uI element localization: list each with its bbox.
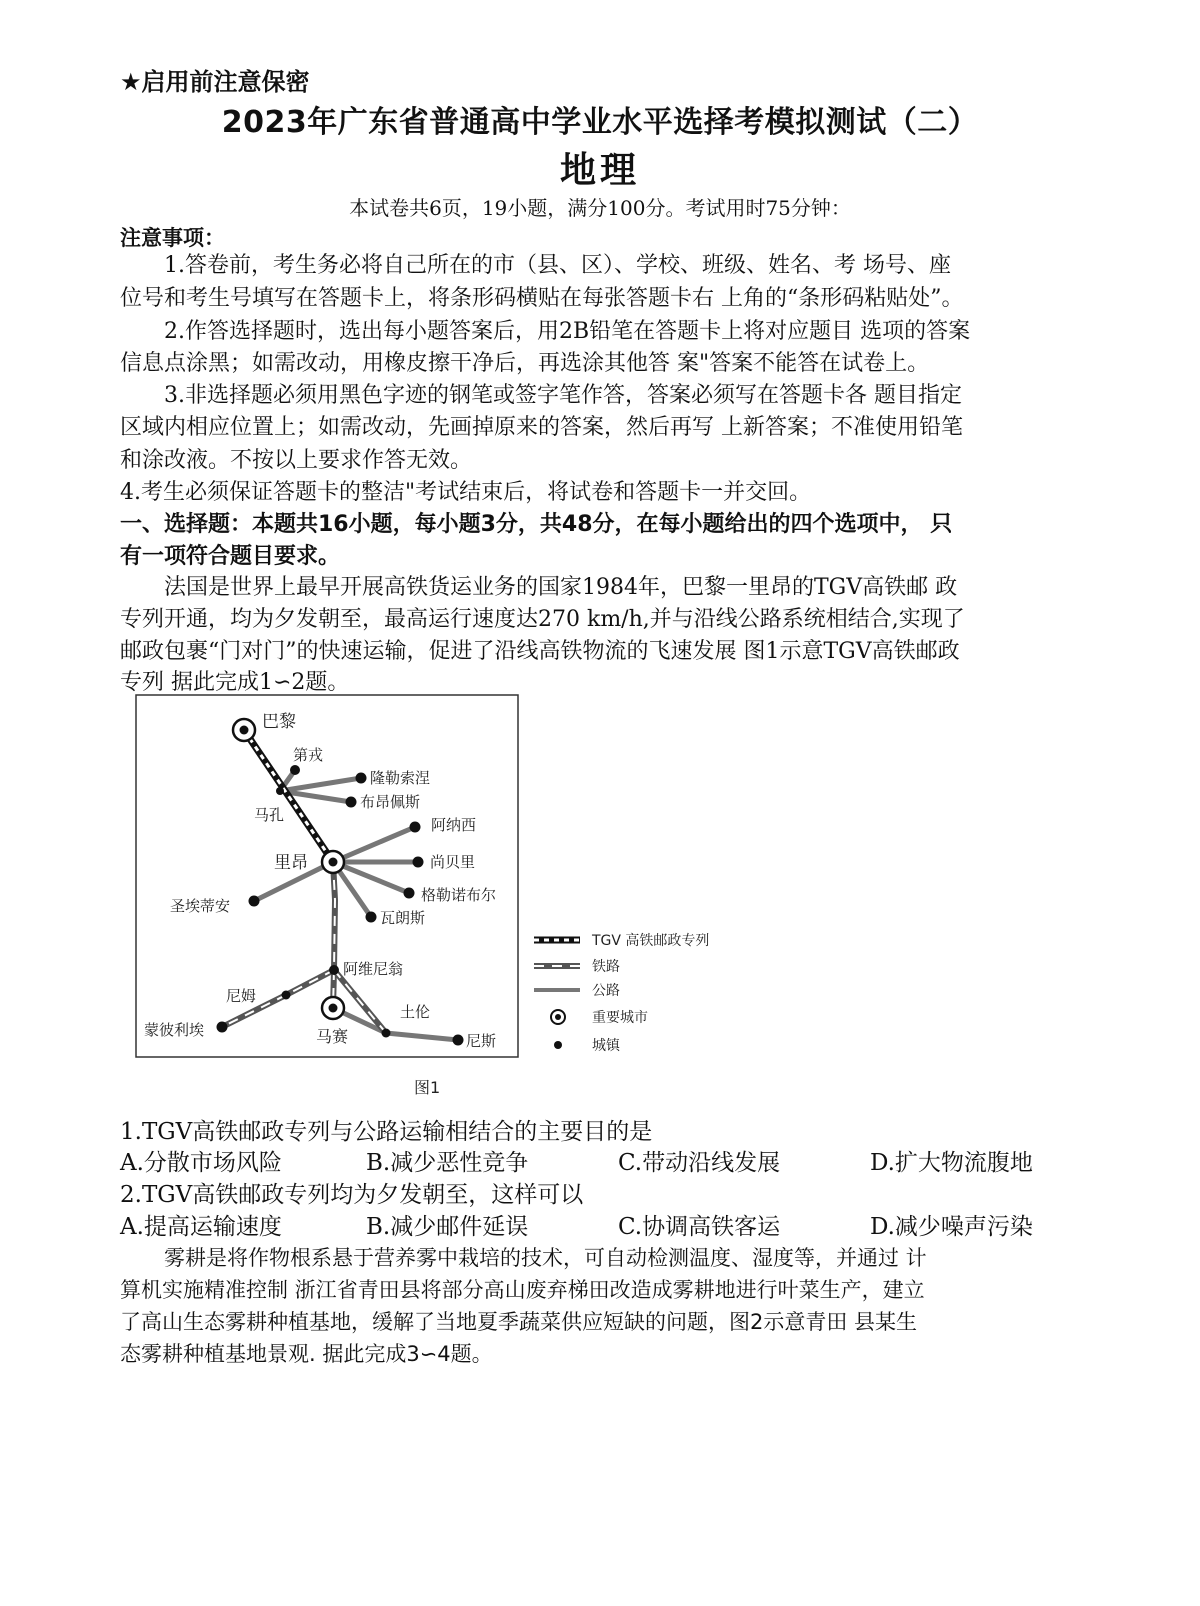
exam-info: 本试卷共6页，19小题，满分100分。考试用时75分钟： [349, 196, 851, 220]
label-annecy: 阿纳西 [431, 816, 477, 834]
label-chambery: 尚贝里 [430, 853, 476, 871]
town-avignon [329, 965, 339, 975]
notice-line: 4.考生必须保证答题卡的整洁"考试结束后，将试卷和答题卡一并交回。 [120, 480, 812, 505]
q1-option-a[interactable]: A.分散市场风险 [120, 1150, 282, 1176]
map-labels [144, 712, 496, 1050]
label-nimes: 尼姆 [226, 987, 257, 1005]
notice-heading: 注意事项： [120, 226, 225, 250]
label-avignon: 阿维尼翁 [343, 960, 404, 978]
q1-option-c[interactable]: C.带动沿线发展 [618, 1150, 781, 1176]
town-stetienne [249, 896, 260, 907]
q2-option-c[interactable]: C.协调高铁客运 [618, 1214, 781, 1240]
passage2-line: 算机实施精准控制 浙江省青田县将部分高山废弃梯田改造成雾耕地进行叶菜生产，建立 [120, 1278, 925, 1302]
notice-line: 信息点涂黑；如需改动，用橡皮擦干净后，再选涂其他答 案"答案不能答在试卷上。 [120, 351, 930, 376]
town-nice [453, 1035, 464, 1046]
town-macon [276, 787, 284, 795]
q1-option-d[interactable]: D.扩大物流腹地 [870, 1150, 1033, 1176]
notice-line: 位号和考生号填写在答题卡上，将条形码横贴在每张答题卡右 上角的“条形码粘贴处”。 [120, 286, 964, 311]
passage-line: 法国是世界上最早开展高铁货运业务的国家1984年，巴黎一里昂的TGV高铁邮 政 [164, 575, 958, 600]
road-nice [386, 1033, 458, 1040]
q1-option-b[interactable]: B.减少恶性竞争 [366, 1150, 529, 1176]
legend-rail-label: 铁路 [592, 959, 620, 975]
q2-option-d[interactable]: D.减少噪声污染 [870, 1214, 1033, 1240]
town-grenoble [404, 888, 415, 899]
town-nimes [282, 991, 291, 1000]
legend-tgv-label: TGV 高铁邮政专列 [592, 933, 710, 949]
road-annecy [333, 827, 415, 862]
passage2-line: 雾耕是将作物根系悬于营养雾中栽培的技术，可自动检测温度、湿度等，并通过 计 [164, 1246, 927, 1270]
figure-caption: 图1 [414, 1078, 441, 1097]
label-dijon: 第戎 [293, 746, 324, 764]
town-valence [366, 912, 377, 923]
label-lons: 隆勒索涅 [370, 769, 431, 787]
passage-line: 专列开通，均为夕发朝至，最高运行速度达270 km/h,并与沿线公路系统相结合,实现了 [120, 607, 965, 632]
label-macon: 马孔 [254, 806, 285, 824]
notice-line: 1.答卷前，考生务必将自己所在的市（县、区）、学校、班级、姓名、考 场号、座 [164, 253, 951, 278]
town-montpellier [217, 1022, 228, 1033]
question-1-stem: 1.TGV高铁邮政专列与公路运输相结合的主要目的是 [120, 1119, 653, 1145]
question-1-options [120, 1144, 1080, 1174]
railways [222, 862, 386, 1033]
passage-line: 专列 据此完成1∽2题。 [120, 670, 350, 695]
legend-road-label: 公路 [592, 983, 620, 999]
figure-1-map [118, 690, 748, 1110]
map-legend [534, 932, 709, 1054]
q2-option-a[interactable]: A.提高运输速度 [120, 1214, 282, 1240]
label-toulon: 土伦 [400, 1003, 431, 1021]
passage-line: 邮政包裹“门对门”的快速运输，促进了沿线高铁物流的飞速发展 图1示意TGV高铁邮政 [120, 639, 960, 664]
label-montpellier: 蒙彼利埃 [144, 1021, 205, 1039]
notice-line: 3.非选择题必须用黑色字迹的钢笔或签字笔作答，答案必须写在答题卡各 题目指定 [164, 383, 962, 408]
label-stetienne: 圣埃蒂安 [170, 897, 231, 915]
confidential-label: ★启用前注意保密 [120, 68, 310, 96]
notice-line: 区域内相应位置上；如需改动，先画掉原来的答案，然后再写 上新答案；不准使用铅笔 [120, 415, 963, 440]
legend-town-symbol [554, 1041, 562, 1049]
legend-major-label: 重要城市 [592, 1010, 648, 1026]
town-lons [356, 773, 367, 784]
town-bourg [346, 797, 357, 808]
legend-town-label: 城镇 [592, 1038, 620, 1054]
tgv-route-map [118, 690, 748, 1110]
section-heading: 一、选择题：本题共16小题，每小题3分，共48分，在每小题给出的四个选项中， 只 [120, 512, 953, 537]
label-lyon: 里昂 [274, 853, 308, 873]
subject-title: 地理 [559, 150, 640, 191]
label-grenoble: 格勒诺布尔 [421, 886, 497, 904]
label-nice: 尼斯 [466, 1032, 497, 1050]
question-2-stem: 2.TGV高铁邮政专列均为夕发朝至，这样可以 [120, 1182, 584, 1208]
town-dijon [290, 765, 300, 775]
notice-line: 和涂改液。不按以上要求作答无效。 [120, 448, 473, 473]
passage2-line: 了高山生态雾耕种植基地，缓解了当地夏季蔬菜供应短缺的问题，图2示意青田 县某生 [120, 1310, 918, 1334]
notice-line: 2.作答选择题时，选出每小题答案后，用2B铅笔在答题卡上将对应题目 选项的答案 [164, 319, 971, 344]
town-chambery [413, 857, 424, 868]
label-bourg: 布昂佩斯 [360, 793, 421, 811]
road-lons [280, 778, 361, 791]
q2-option-b[interactable]: B.减少邮件延误 [366, 1214, 529, 1240]
question-2-options [120, 1208, 1080, 1238]
label-paris: 巴黎 [262, 712, 296, 732]
section-heading-cont: 有一项符合题目要求。 [120, 544, 341, 569]
label-valence: 瓦朗斯 [380, 909, 426, 927]
town-annecy [410, 822, 421, 833]
label-marseille: 马赛 [316, 1027, 349, 1046]
exam-title: 2023年广东省普通高中学业水平选择考模拟测试（二） [221, 105, 979, 140]
passage2-line: 态雾耕种植基地景观. 据此完成3∽4题。 [120, 1342, 493, 1366]
town-toulon [382, 1029, 391, 1038]
